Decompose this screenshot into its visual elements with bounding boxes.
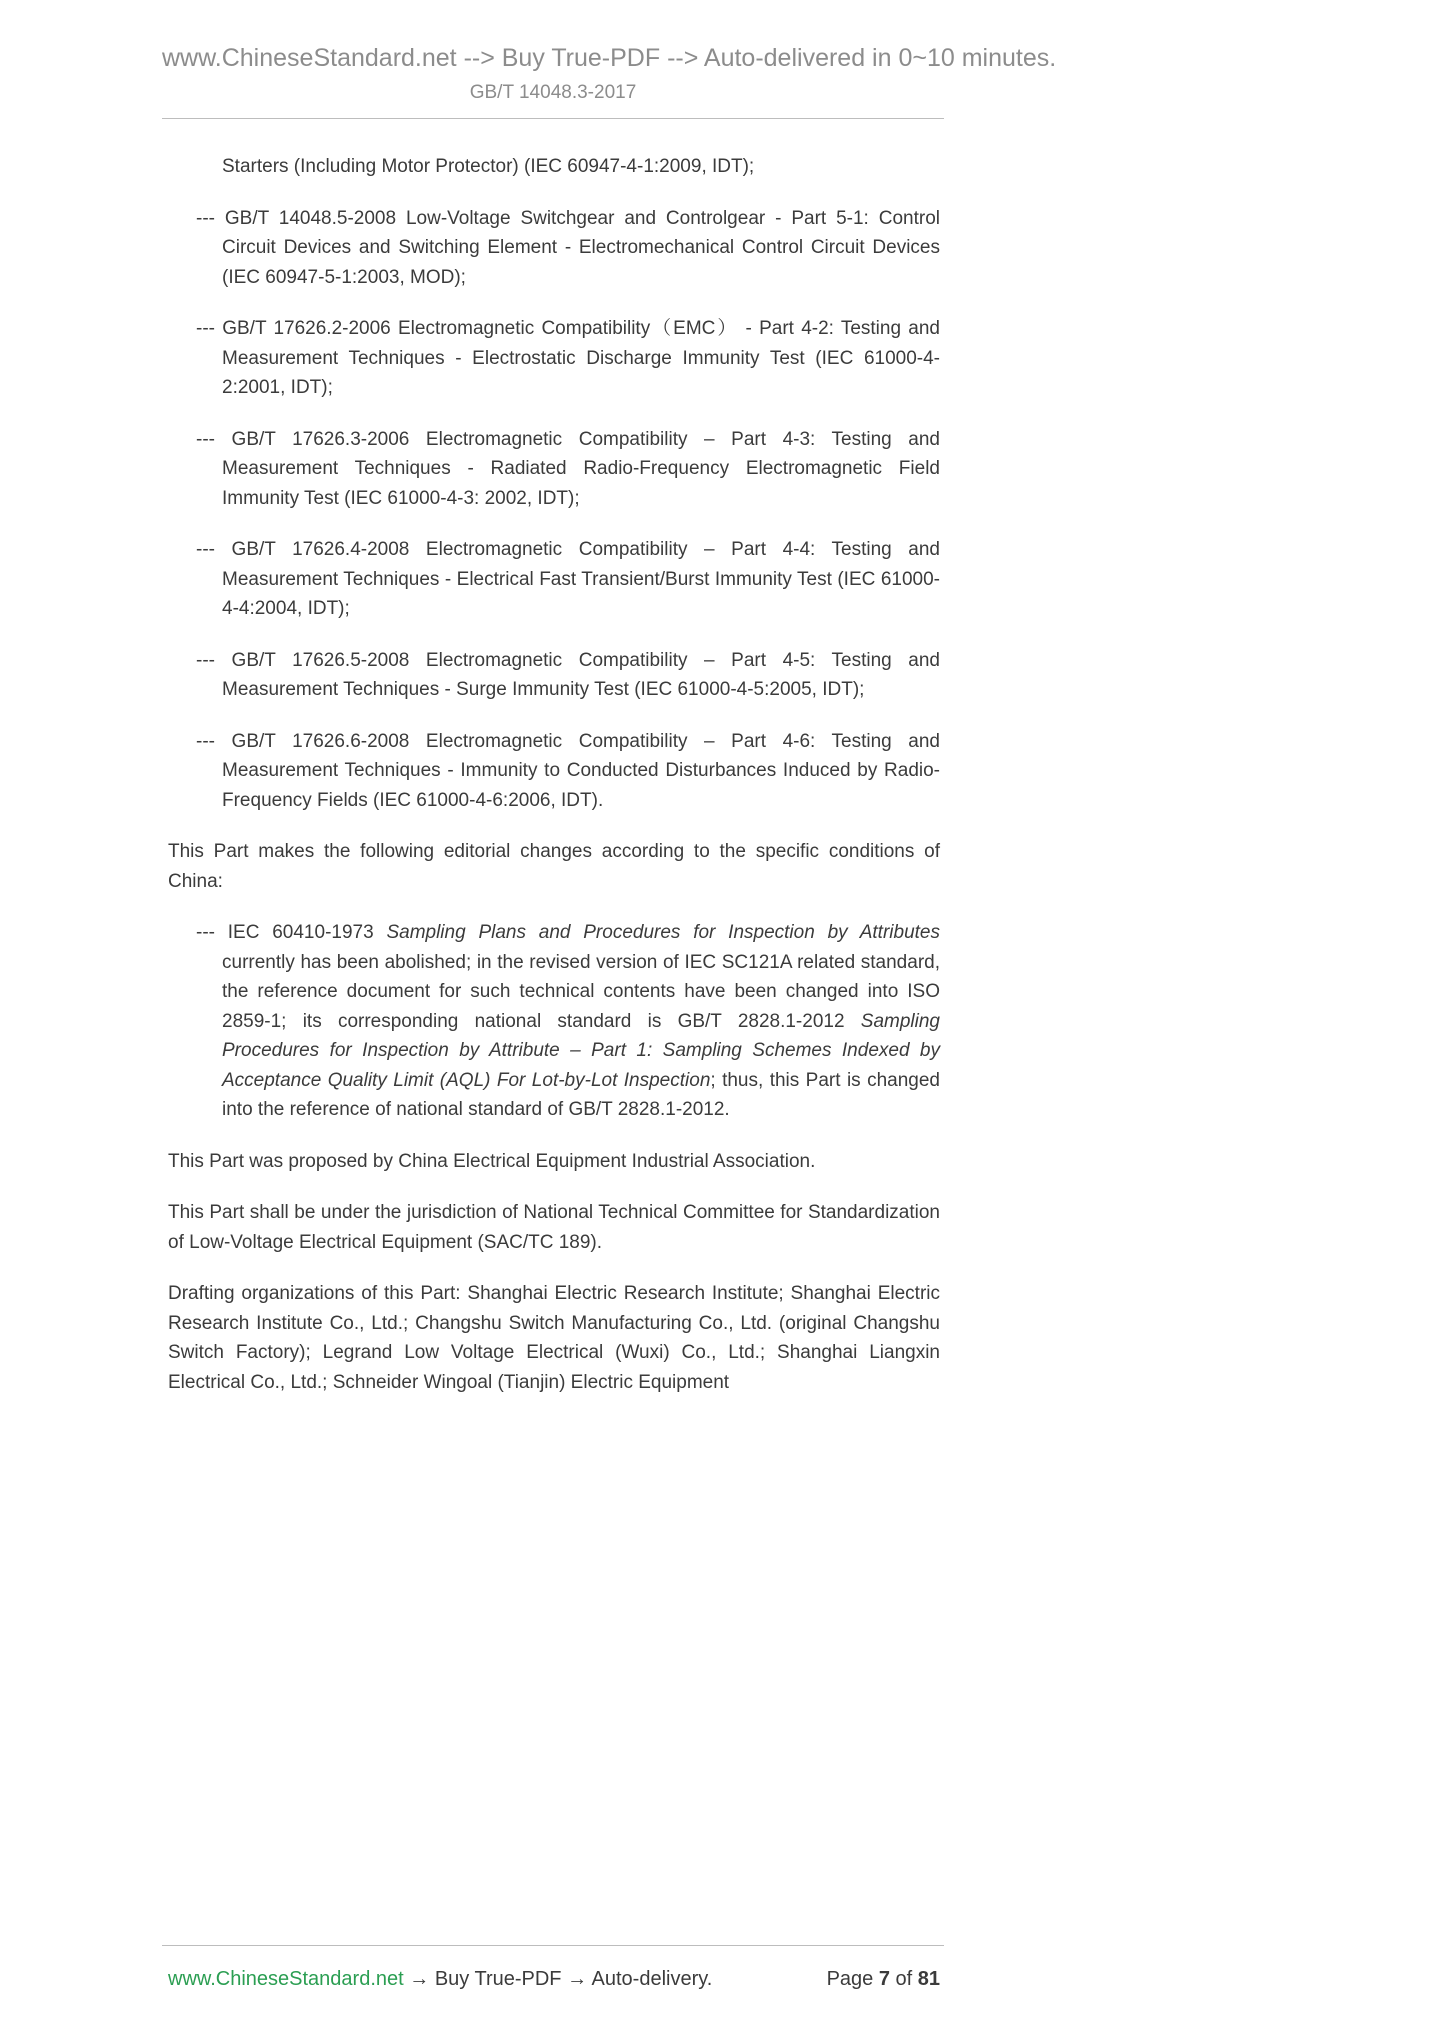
editorial-tail: ; thus, this Part is changed into the reference of national standard of GB/T 2828.1-2012.	[222, 1069, 940, 1120]
document-number: GB/T 14048.3-2017	[469, 82, 637, 103]
footer-site-link[interactable]: www.ChineseStandard.net	[168, 1968, 404, 1990]
header-tagline: www.ChineseStandard.net --> Buy True-PDF --> Auto-delivered in 0~10 minutes.	[162, 44, 1057, 72]
total-pages: 81	[917, 1968, 940, 1990]
reference-item: --- GB/T 17626.3-2006 Electromagnetic Compatibility – Part 4-3: Testing and Measurement Techniques - Radiated Radio-Frequency Electromagnetic Field Immunity Test (IEC 61000-4-3: 2002, IDT);	[196, 428, 940, 509]
page-word: Page	[826, 1968, 879, 1990]
standard-title-italic: Sampling Procedures for Inspection by Attribute – Part 1: Sampling Schemes Indexed by Acceptance Quality Limit (AQL) For Lot-by-Lot Inspection	[222, 1010, 940, 1091]
footer-rule	[162, 1945, 944, 1946]
page-number: 7	[878, 1968, 890, 1990]
continuation-line: Starters (Including Motor Protector) (IEC 60947-4-1:2009, IDT);	[222, 156, 755, 177]
reference-item: --- GB/T 17626.5-2008 Electromagnetic Compatibility – Part 4-5: Testing and Measurement Techniques - Surge Immunity Test (IEC 61000-4-5:2005, IDT);	[196, 649, 940, 700]
proposed-by-paragraph: This Part was proposed by China Electrical Equipment Industrial Association.	[168, 1150, 816, 1172]
editorial-lead: --- IEC 60410-1973	[196, 922, 387, 943]
standard-title-italic: Sampling Plans and Procedures for Inspection by Attributes	[386, 922, 940, 943]
editorial-middle: currently has been abolished; in the revised version of IEC SC121A related standard, the reference document for such technical contents have been changed into ISO 2859-1; its corresponding national standard is GB/T 2828.1-2012	[222, 951, 940, 1032]
jurisdiction-paragraph: This Part shall be under the jurisdiction of National Technical Committee for Standardization of Low-Voltage Electrical Equipment (SAC/TC 189).	[168, 1202, 940, 1253]
reference-item: --- GB/T 17626.2-2006 Electromagnetic Compatibility（EMC） - Part 4-2: Testing and Measurement Techniques - Electrostatic Discharge Immunity Test (IEC 61000-4-2:2001, IDT);	[196, 318, 940, 398]
drafting-orgs-paragraph: Drafting organizations of this Part: Shanghai Electric Research Institute; Shanghai Electric Research Institute Co., Ltd.; Changshu Switch Manufacturing Co., Ltd. (original Changshu Switch Factory); Legrand Low Voltage Electrical (Wuxi) Co., Ltd.; Shanghai Liangxin Electrical Co., Ltd.; Schneider Wingoal (Tianjin) Electric Equipment	[168, 1283, 940, 1393]
page-header	[162, 0, 1057, 104]
of-word: of	[889, 1968, 918, 1990]
editorial-intro-paragraph: This Part makes the following editorial changes according to the specific conditions of China:	[168, 841, 940, 892]
footer-tagline-rest: → Buy True-PDF → Auto-delivery.	[403, 1968, 713, 1990]
editorial-change-item	[168, 918, 940, 1125]
reference-item: --- GB/T 17626.4-2008 Electromagnetic Compatibility – Part 4-4: Testing and Measurement Techniques - Electrical Fast Transient/Burst Immunity Test (IEC 61000-4-4:2004, IDT);	[196, 539, 940, 619]
document-body	[168, 118, 940, 1397]
reference-item: --- GB/T 17626.6-2008 Electromagnetic Compatibility – Part 4-6: Testing and Measurement Techniques - Immunity to Conducted Disturbances Induced by Radio-Frequency Fields (IEC 61000-4-6:2006, IDT).	[196, 730, 940, 811]
footer-tagline	[168, 1968, 712, 1991]
page-indicator	[827, 1968, 940, 1991]
page-footer	[168, 1968, 940, 1991]
reference-item: --- GB/T 14048.5-2008 Low-Voltage Switchgear and Controlgear - Part 5-1: Control Circuit Devices and Switching Element - Electromechanical Control Circuit Devices (IEC 60947-5-1:2003, MOD);	[196, 207, 940, 288]
